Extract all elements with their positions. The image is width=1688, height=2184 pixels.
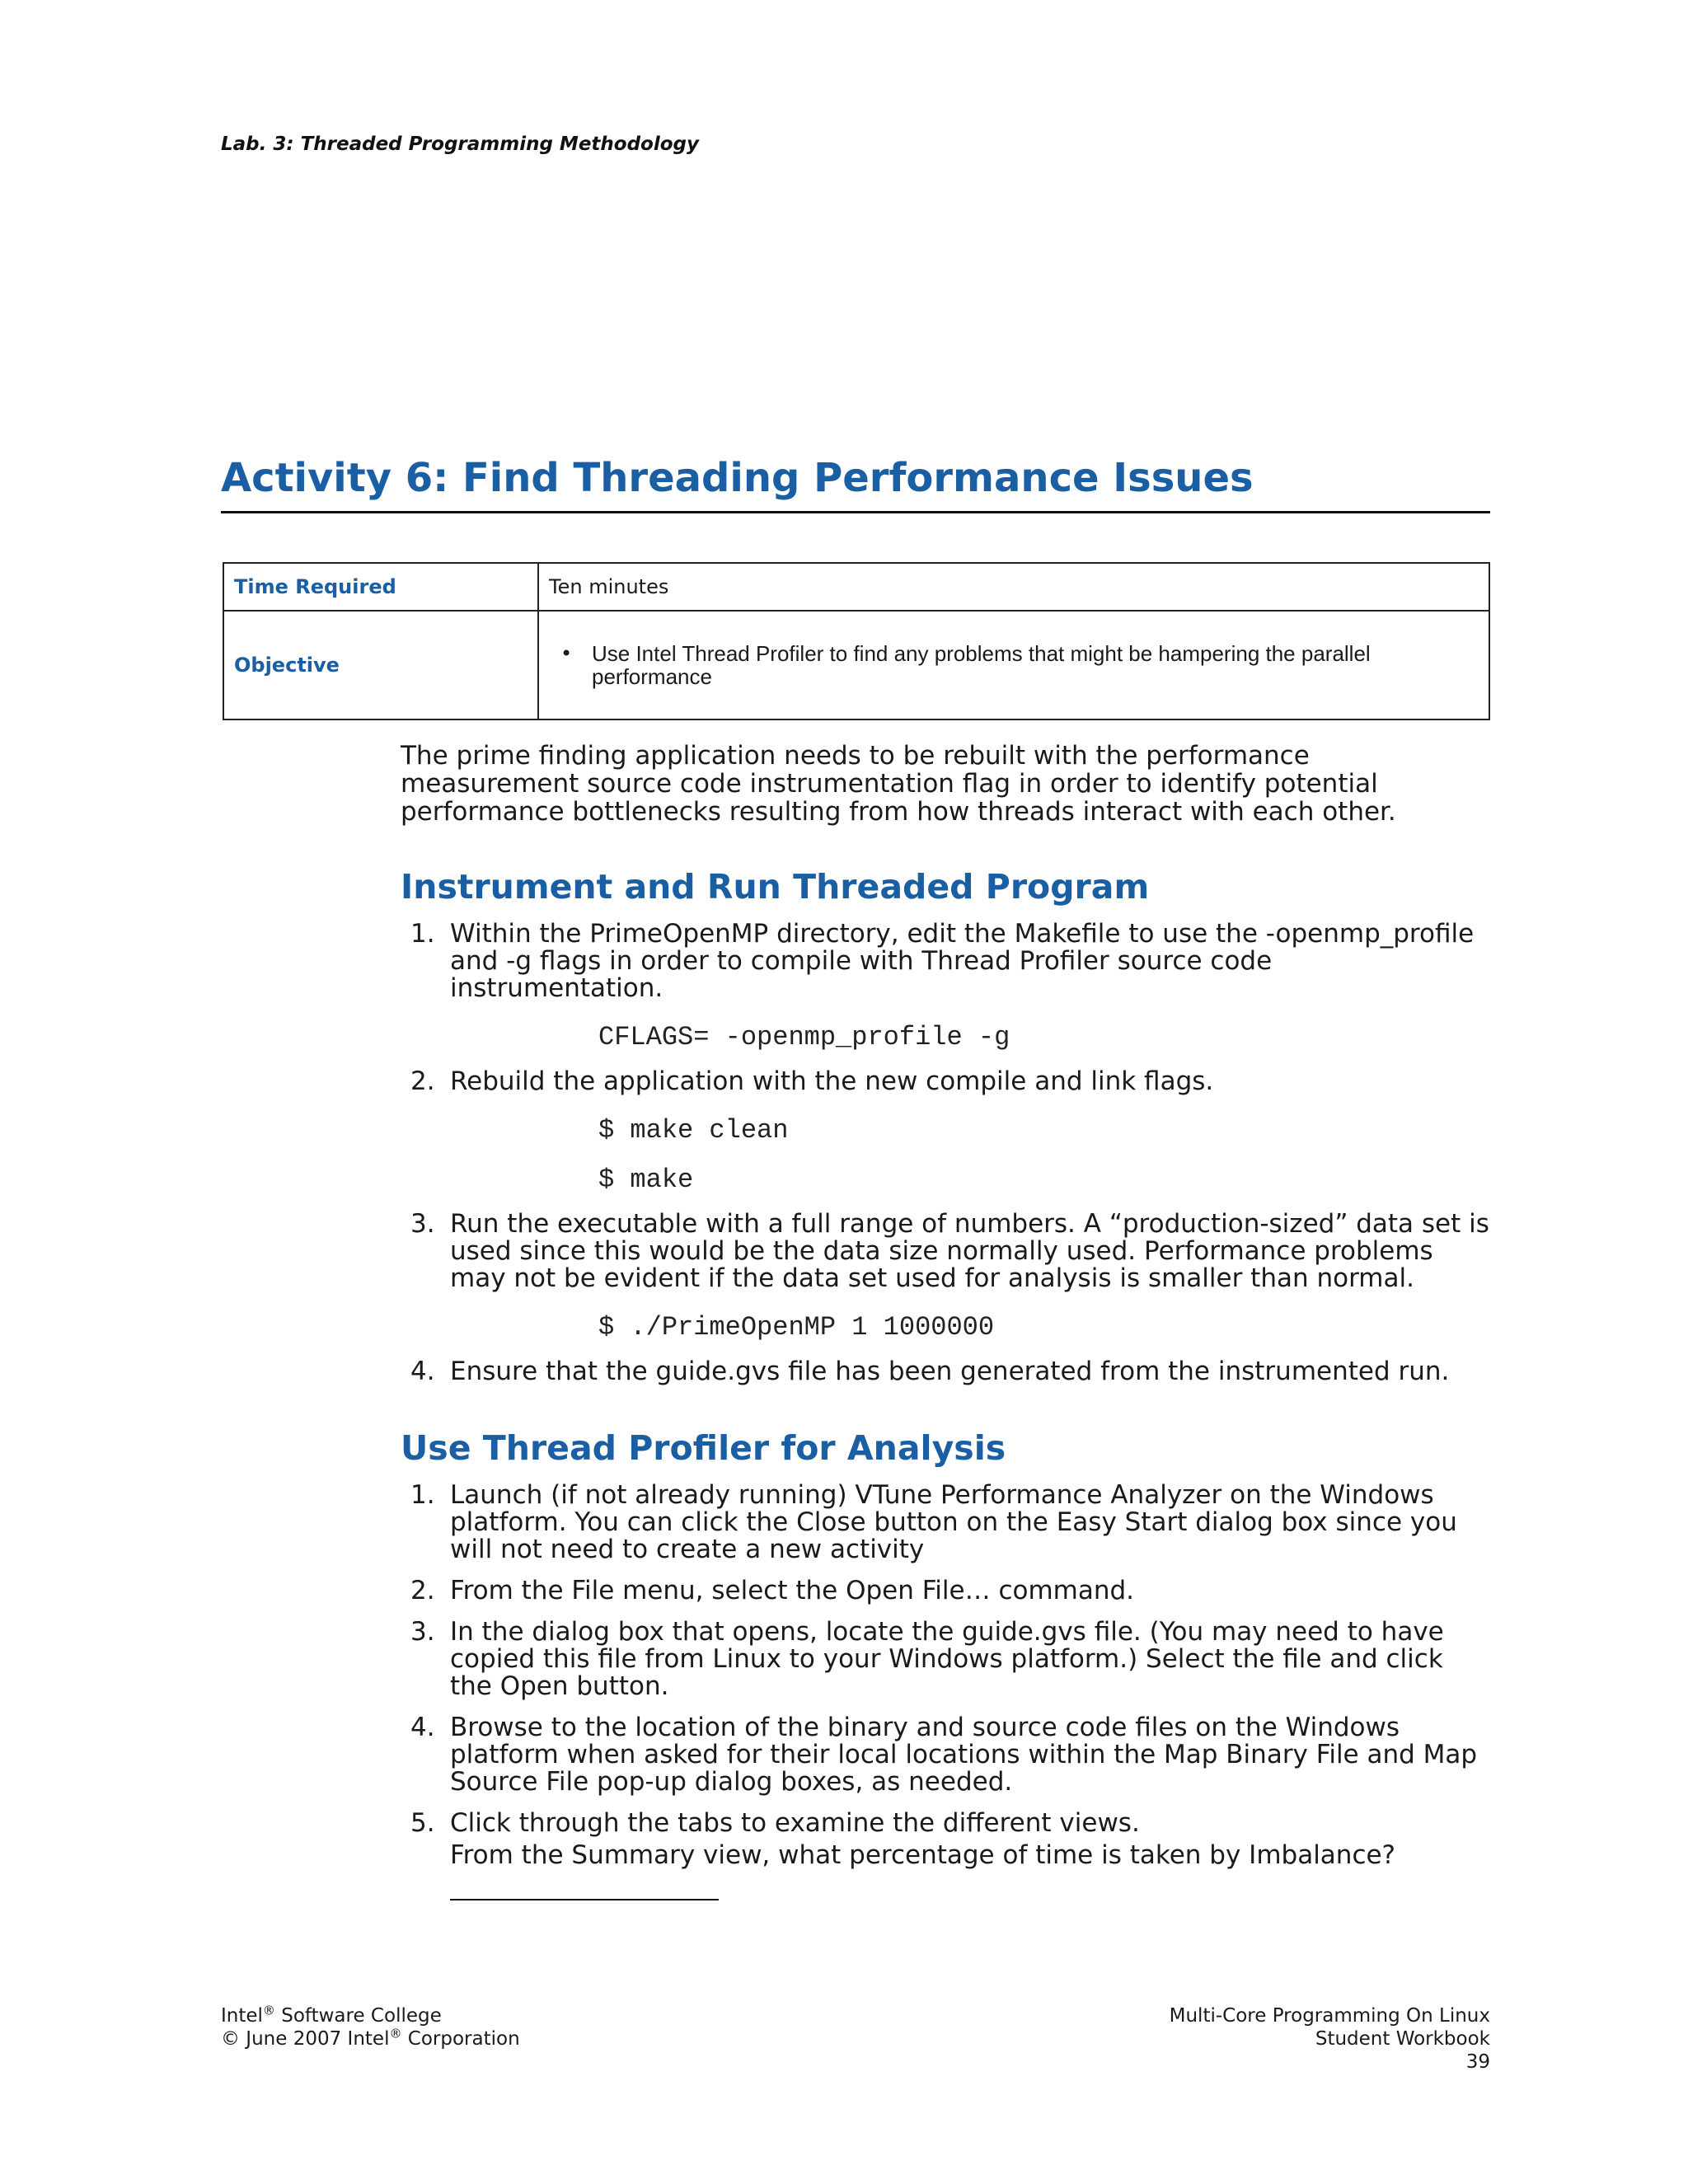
bullet-icon: • bbox=[560, 642, 573, 665]
step-text: Click through the tabs to examine the different views. bbox=[450, 1808, 1140, 1838]
code-make-clean: $ make clean bbox=[598, 1115, 789, 1146]
time-required-row bbox=[223, 563, 1489, 611]
code-cflags: CFLAGS= -openmp_profile -g bbox=[598, 1022, 1010, 1052]
step-number: 4. bbox=[410, 1713, 435, 1742]
step-number: 3. bbox=[410, 1617, 435, 1647]
activity-title: Activity 6: Find Threading Performance Issues bbox=[221, 455, 1254, 501]
step-number: 4. bbox=[410, 1357, 435, 1386]
code-make: $ make bbox=[598, 1165, 694, 1195]
list-item bbox=[401, 1714, 1490, 1796]
title-rule bbox=[221, 511, 1490, 513]
footer-workbook-label: Student Workbook bbox=[1315, 2028, 1490, 2050]
list-item bbox=[401, 1358, 1490, 1385]
analysis-steps bbox=[401, 1482, 1490, 1900]
objective-bullet bbox=[549, 642, 1479, 688]
step-number: 1. bbox=[410, 919, 435, 949]
page-number: 39 bbox=[1465, 2051, 1490, 2073]
instrument-steps bbox=[401, 921, 1490, 1385]
time-required-label: Time Required bbox=[223, 563, 538, 611]
registered-mark: ® bbox=[389, 2026, 402, 2041]
step-number: 1. bbox=[410, 1480, 435, 1510]
step-number: 5. bbox=[410, 1808, 435, 1838]
step-text: Launch (if not already running) VTune Performance Analyzer on the Windows platform. You can click the Close button on the Easy Start dialog box since you will not need to create a new activity bbox=[450, 1480, 1457, 1564]
intro-paragraph: The prime finding application needs to be rebuilt with the performance measurement source code instrumentation flag in order to identify potential performance bottlenecks resulting from how threads interact with each other. bbox=[401, 741, 1396, 827]
imbalance-question: From the Summary view, what percentage of time is taken by Imbalance? bbox=[450, 1840, 1396, 1870]
objective-label: Objective bbox=[223, 611, 538, 719]
code-run: $ ./PrimeOpenMP 1 1000000 bbox=[598, 1312, 995, 1343]
footer-left bbox=[221, 2004, 520, 2050]
time-required-value: Ten minutes bbox=[538, 563, 1489, 611]
section-heading-analysis: Use Thread Profiler for Analysis bbox=[401, 1428, 1006, 1468]
info-table bbox=[223, 562, 1490, 720]
step-text: From the File menu, select the Open File… command. bbox=[450, 1576, 1135, 1605]
objective-row bbox=[223, 611, 1489, 719]
registered-mark: ® bbox=[262, 2003, 275, 2018]
footer-corporation-text: Corporation bbox=[401, 2028, 520, 2050]
list-item bbox=[401, 1211, 1490, 1292]
step-text: Within the PrimeOpenMP directory, edit the Makefile to use the -openmp_profile and -g flags in order to compile with Thread Profiler source code instrumentation. bbox=[450, 919, 1475, 1003]
footer-copyright-text: © June 2007 Intel bbox=[221, 2028, 390, 2050]
footer-left-line1 bbox=[221, 2004, 520, 2027]
footer-college-text: Software College bbox=[274, 2005, 442, 2027]
list-item bbox=[401, 1482, 1490, 1563]
step-text: Rebuild the application with the new compile and link flags. bbox=[450, 1066, 1214, 1096]
step-text: Run the executable with a full range of numbers. A “production-sized” data set is used since this would be the data size normally used. Performance problems may not be evident if the data set used for analysis is smaller than normal. bbox=[450, 1209, 1489, 1293]
step-text: In the dialog box that opens, locate the guide.gvs file. (You may need to have copied this file from Linux to your Windows platform.) Select the file and click the Open button. bbox=[450, 1617, 1444, 1701]
objective-value bbox=[538, 611, 1489, 719]
footer-course-title: Multi-Core Programming On Linux bbox=[1169, 2005, 1490, 2027]
step-text: Browse to the location of the binary and source code files on the Windows platform when asked for their local locations within the Map Binary File and Map Source File pop-up dialog boxes, as needed. bbox=[450, 1713, 1478, 1797]
list-item bbox=[401, 921, 1490, 1002]
footer-right bbox=[1170, 2004, 1490, 2074]
step-number: 2. bbox=[410, 1066, 435, 1096]
step-number: 3. bbox=[410, 1209, 435, 1239]
list-item bbox=[401, 1577, 1490, 1605]
step-text: Ensure that the guide.gvs file has been generated from the instrumented run. bbox=[450, 1357, 1450, 1386]
list-item bbox=[401, 1810, 1490, 1900]
main-content bbox=[401, 742, 1490, 1900]
footer-left-line2 bbox=[221, 2027, 520, 2050]
section-heading-instrument: Instrument and Run Threaded Program bbox=[401, 867, 1150, 907]
objective-bullet-text: Use Intel Thread Profiler to find any problems that might be hampering the parallel performance bbox=[592, 641, 1371, 689]
step-number: 2. bbox=[410, 1576, 435, 1605]
running-header: Lab. 3: Threaded Programming Methodology bbox=[221, 134, 699, 155]
list-item bbox=[401, 1619, 1490, 1700]
footer-intel-text: Intel bbox=[221, 2005, 263, 2027]
list-item bbox=[401, 1068, 1490, 1095]
answer-blank-line bbox=[450, 1899, 719, 1900]
